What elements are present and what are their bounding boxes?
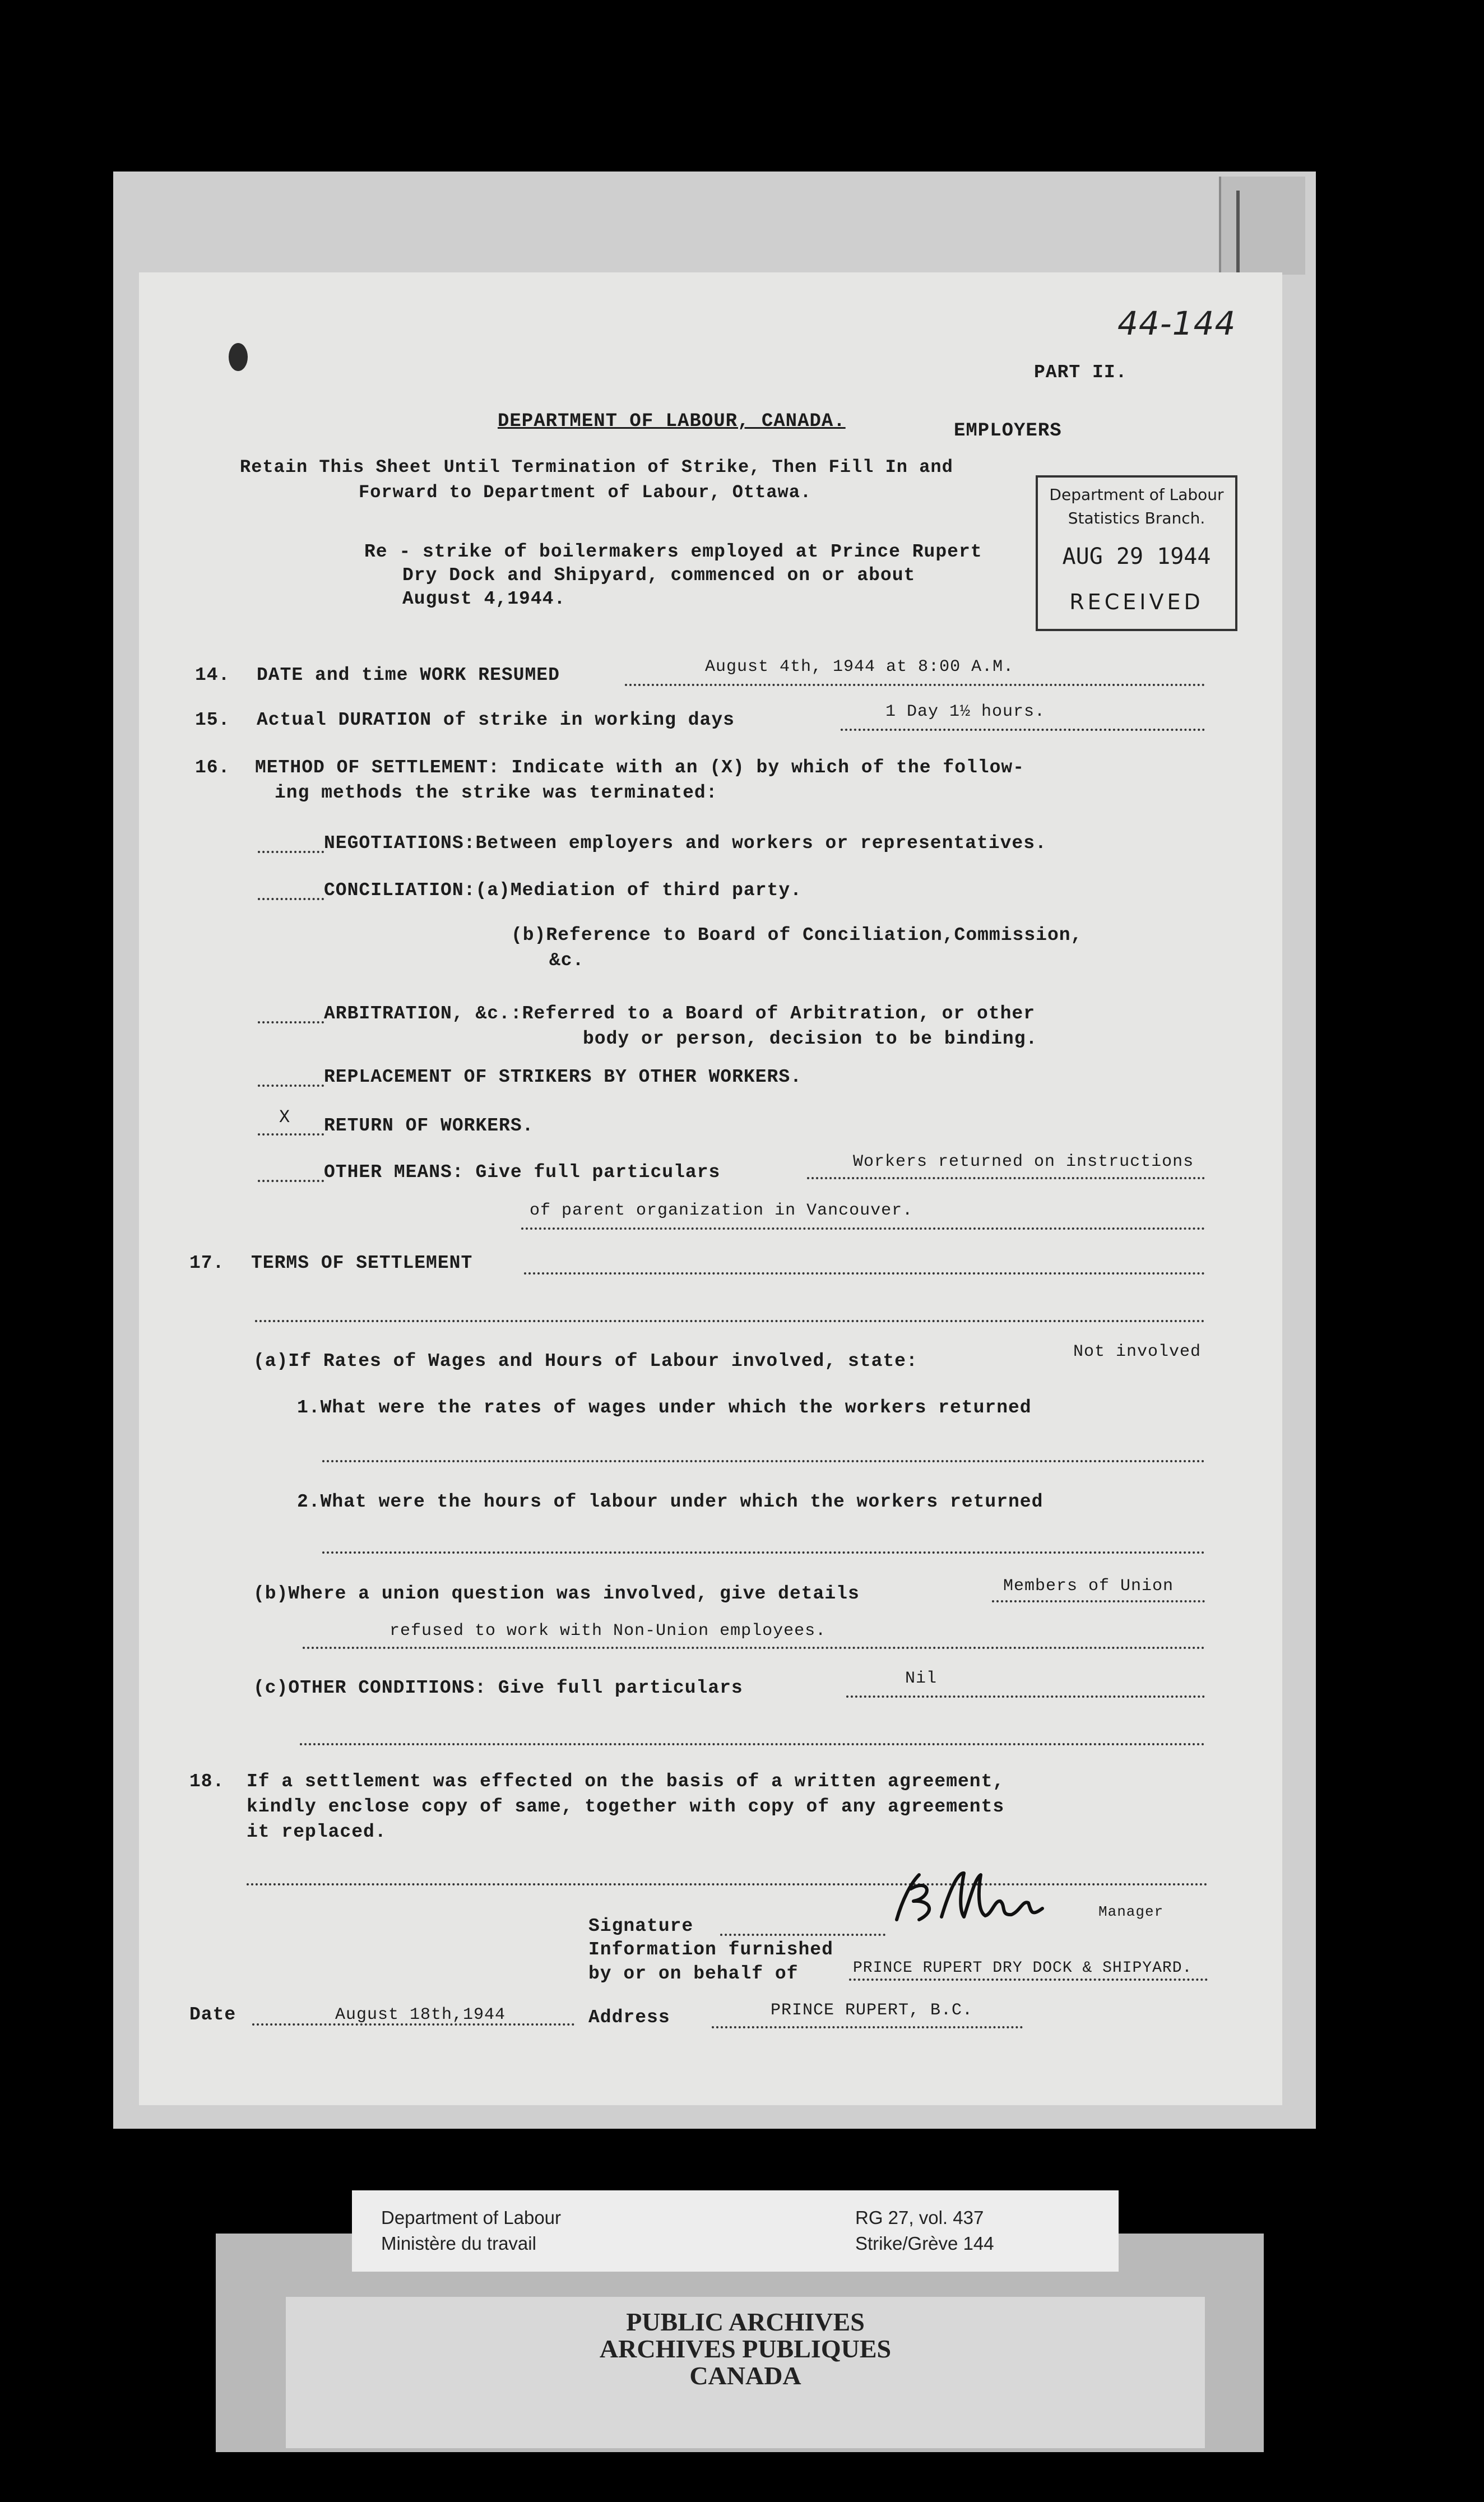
q18-line-3: it replaced.: [247, 1822, 387, 1842]
conciliation-option-b-2: &c.: [549, 950, 585, 971]
other-means-fill-line-2: [521, 1227, 1205, 1230]
negotiations-mark-line: [258, 851, 324, 853]
conciliation-option-b-1: (b)Reference to Board of Conciliation,Commission,: [511, 925, 1083, 946]
return-x-mark: X: [279, 1107, 291, 1128]
replacement-mark-line: [258, 1085, 324, 1087]
punch-hole: [229, 343, 248, 371]
q16-label-2: ing methods the strike was terminated:: [275, 782, 718, 803]
manager-title: Manager: [1098, 1903, 1164, 1920]
archive-dept-en: Department of Labour: [381, 2207, 562, 2228]
handwritten-reference: 44-144: [1117, 304, 1236, 342]
arbitration-mark-line: [258, 1021, 324, 1023]
q18-line-1: If a settlement was effected on the basis of a written agreement,: [247, 1771, 1005, 1792]
stamp-date: AUG 29 1944: [1062, 544, 1211, 569]
q17a2-fill-line: [322, 1551, 1205, 1554]
part-label: PART II.: [1034, 362, 1128, 383]
archive-strike-number: Strike/Grève 144: [855, 2233, 994, 2254]
negotiations-option: NEGOTIATIONS:Between employers and workers or representatives.: [324, 833, 1047, 854]
q17-number: 17.: [189, 1253, 225, 1273]
q17b-label: (b)Where a union question was involved, give details: [253, 1583, 860, 1604]
q15-answer: 1 Day 1½ hours.: [885, 702, 1046, 721]
q14-answer: August 4th, 1944 at 8:00 A.M.: [705, 657, 1014, 677]
q17a2-question: 2.What were the hours of labour under which the workers returned: [297, 1491, 1044, 1512]
arbitration-option-2: body or person, decision to be binding.: [583, 1028, 1038, 1049]
re-line-2: Dry Dock and Shipyard, commenced on or about: [402, 565, 916, 586]
other-means-option: OTHER MEANS: Give full particulars: [324, 1162, 721, 1183]
archive-volume: RG 27, vol. 437: [855, 2207, 984, 2228]
date-label: Date: [189, 2004, 236, 2025]
q17-fill-line-1: [524, 1272, 1205, 1275]
archive-dept-fr: Ministère du travail: [381, 2233, 536, 2254]
return-mark-line: [258, 1133, 324, 1136]
q17b-fill-line-2: [303, 1647, 1205, 1649]
address-fill-line: [712, 2026, 1023, 2028]
q17-fill-line-2: [255, 1320, 1205, 1322]
q17a1-question: 1.What were the rates of wages under which the workers returned: [297, 1397, 1032, 1418]
q18-number: 18.: [189, 1771, 225, 1792]
q15-fill-line: [841, 729, 1205, 731]
address-answer: PRINCE RUPERT, B.C.: [771, 2001, 973, 2020]
re-line-1: Re - strike of boilermakers employed at Prince Rupert: [364, 541, 982, 562]
q17a-label: (a)If Rates of Wages and Hours of Labour involved, state:: [253, 1351, 918, 1372]
info-fill-line: [849, 1979, 1208, 1981]
other-means-answer-1: Workers returned on instructions: [853, 1152, 1194, 1171]
date-answer: August 18th,1944: [335, 2005, 506, 2024]
q17c-fill-line-1: [846, 1695, 1205, 1698]
q17c-answer: Nil: [905, 1669, 938, 1688]
q16-label-1: METHOD OF SETTLEMENT: Indicate with an (X) by which of the follow-: [255, 757, 1025, 778]
q17a-answer: Not involved: [1073, 1342, 1202, 1361]
slip-edge: [1236, 191, 1273, 275]
address-label: Address: [588, 2007, 670, 2028]
stamp-department: Department of Labour: [1049, 485, 1224, 504]
retain-instruction-2: Forward to Department of Labour, Ottawa.: [359, 482, 812, 503]
signature-label: Signature: [588, 1916, 694, 1936]
conciliation-mark-line: [258, 898, 324, 900]
q17b-fill-line-1: [992, 1600, 1205, 1602]
public-archives-line-2: ARCHIVES PUBLIQUES: [599, 2334, 892, 2363]
q15-number: 15.: [195, 710, 230, 730]
q17c-label: (c)OTHER CONDITIONS: Give full particulars: [253, 1678, 743, 1698]
department-title: DEPARTMENT OF LABOUR, CANADA.: [498, 411, 846, 432]
retain-instruction-1: Retain This Sheet Until Termination of Strike, Then Fill In and: [240, 457, 953, 478]
return-option: RETURN OF WORKERS.: [324, 1115, 534, 1136]
info-furnished-1: Information furnished: [588, 1939, 833, 1960]
q14-fill-line: [625, 684, 1205, 686]
signature-line: [720, 1934, 885, 1936]
re-line-3: August 4,1944.: [402, 589, 566, 609]
received-stamp: [1036, 475, 1237, 631]
q17b-answer-2: refused to work with Non-Union employees.: [389, 1621, 827, 1641]
q15-label: Actual DURATION of strike in working days: [257, 710, 735, 730]
q17c-fill-line-2: [300, 1743, 1205, 1745]
public-archives-line-1: PUBLIC ARCHIVES: [626, 2308, 865, 2336]
stamp-received: RECEIVED: [1069, 590, 1204, 614]
info-furnished-answer: PRINCE RUPERT DRY DOCK & SHIPYARD.: [853, 1959, 1193, 1977]
q17b-answer-1: Members of Union: [1003, 1577, 1174, 1596]
handwritten-signature: [880, 1866, 1065, 1934]
public-archives-line-3: CANADA: [689, 2361, 801, 2390]
q16-number: 16.: [195, 757, 230, 778]
q14-number: 14.: [195, 665, 230, 685]
other-means-answer-2: of parent organization in Vancouver.: [530, 1201, 913, 1220]
arbitration-option-1: ARBITRATION, &c.:Referred to a Board of Arbitration, or other: [324, 1003, 1035, 1024]
q18-line-2: kindly enclose copy of same, together with copy of any agreements: [247, 1796, 1005, 1817]
employers-label: EMPLOYERS: [954, 420, 1062, 442]
info-furnished-2: by or on behalf of: [588, 1963, 799, 1984]
other-means-mark-line: [258, 1180, 324, 1182]
q17-label: TERMS OF SETTLEMENT: [251, 1253, 473, 1273]
replacement-option: REPLACEMENT OF STRIKERS BY OTHER WORKERS.: [324, 1067, 802, 1087]
conciliation-option: CONCILIATION:(a)Mediation of third party.: [324, 880, 802, 901]
stamp-branch: Statistics Branch.: [1068, 509, 1205, 527]
archive-reference-card: [352, 2190, 1119, 2272]
other-means-fill-line-1: [807, 1177, 1205, 1179]
q17a1-fill-line: [322, 1460, 1205, 1462]
public-archives-stamp: [286, 2297, 1205, 2448]
q14-label: DATE and time WORK RESUMED: [257, 665, 560, 685]
